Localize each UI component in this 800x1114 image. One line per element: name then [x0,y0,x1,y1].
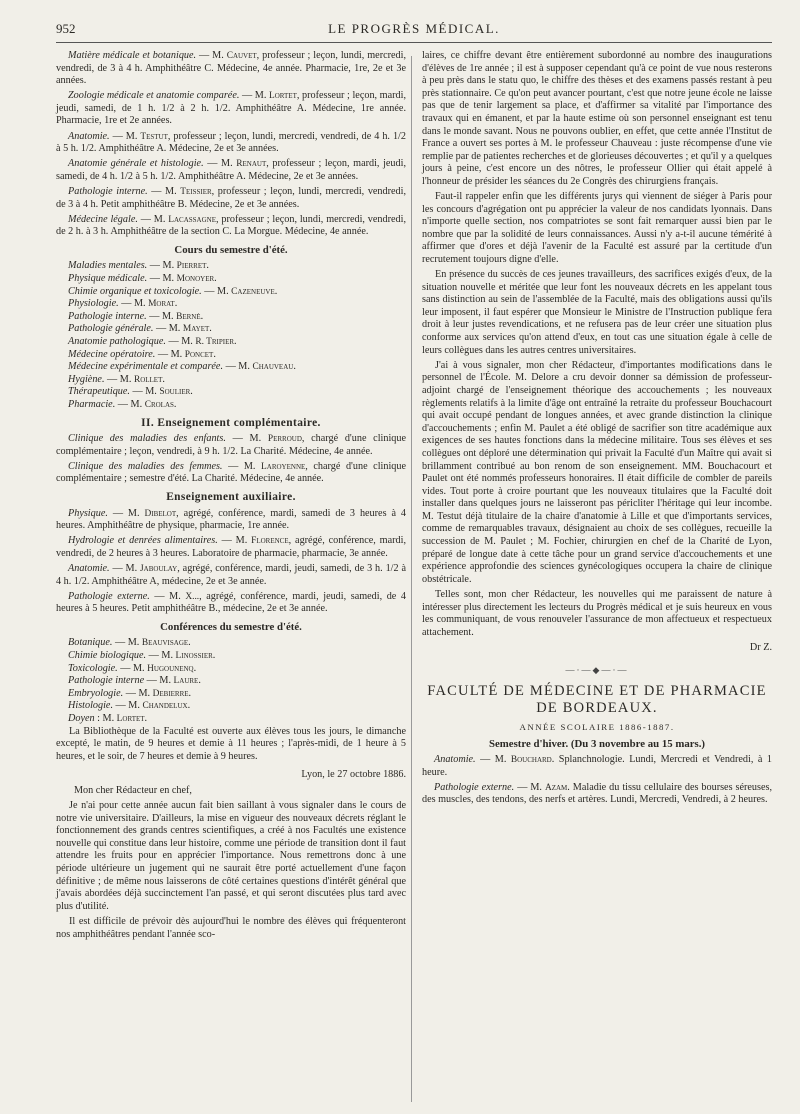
library-hours: La Bibliothèque de la Faculté est ouverte aux élèves tous les jours, le dimanche excepté, le matin, de 9 heures et demie à 11 heures ; l'après-midi, de 1 heure à 5 heures, et le soir, de 7 heures et demie à 9 heures. [56,725,406,762]
list-item: Médecine expérimentale et comparée. — M. Chauveau. [68,361,296,373]
letter-paragraph: laires, ce chiffre devant être entièrement subordonné au nombre des inaugurations d'élèves de 1re année ; il est à supposer cependant qu'à ce point de vue nous resterons à peu près dans le statu quo, le chiffre des thèses et des examens passés restant à peu près stationnaire. Ce qu'on peut avancer pourtant, c'est que notre jeune école ne laisse pas que de tenir largement sa place, et d'affirmer sa vitalité par l'importance des travaux qui en émanent, et par la haute estime où son personnel enseignant est tenu dans le monde savant. Nous ne pouvons oublier, en effet, que cette année l'Institut de France a ouvert ses portes à M. le professeur Chauveau : juste récompense d'une vie remplie par de patientes recherches et de glorieuses découvertes ; et qu'il y a quelques jours à peine, c'est encore un des nôtres, le professeur Ollier qui était appelé à l'honneur de présider les séances du 2e Congrès des chirurgiens français. [422,50,772,187]
list-item: Pathologie interne. — M. Bernė. [68,310,204,322]
list-item: Anatomie pathologique. — M. R. Tripier. [68,335,237,347]
summer-course-list [56,260,406,411]
bordeaux-course-list [422,754,772,807]
summer-courses-heading: Cours du semestre d'été. [174,243,288,256]
course-entry: Anatomie générale et histologie. — M. Renaut, professeur ; leçon, mardi, jeudi, samedi, de 4 h. 1/2 à 5 h. 1/2. Amphithéâtre A. Médecine, 2e et 3e années. [56,158,406,182]
journal-title: LE PROGRÈS MÉDICAL. [328,21,500,36]
course-entry: Pathologie interne. — M. Teissier, professeur ; leçon, lundi, mercredi, vendredi, de 3 à 4 h. Petit amphithéâtre B. Médecine, 2e et 3e années. [56,185,407,210]
letter-paragraph: J'ai à vous signaler, mon cher Rédacteur, d'importantes modifications dans le personnel de l'École. M. Delore a cru devoir donner sa démission de professeur-adjoint chargé de l'enseignement théorique des accouchements ; les nouveaux règlements relatifs à la limite d'âge ont entraîné la retraite du professeur Bouchacourt qui avait occupé pendant de longues années, et avec grande distinction la clinique d'accouchements ; enfin M. Paulet a été obligé de sacrifier son titre académique aux exigences de ses hautes fonctions dans la médecine militaire. Tous ses élèves et ses collègues ont déploré une détermination qui privait la Faculté d'un Maître qui avait si brillamment contribué au bon renom de son enseignement. MM. Bouchacourt et Paulet ont été nommés professeurs honoraires. Il était difficile de combler de pareils vides. Tout porte à croire pourtant que les nouveaux titulaires que la Faculté doit installer dans quelques jours ne laisseront pas péricliter l'héritage qui leur incombe. M. Testut déjà titulaire de la chaire d'anatomie à Lille et que d'importants services, comme de remarquables travaux, désignaient au choix de ses collègues, recueille la succession de M. Paulet ; M. Fochier, chirurgien en chef de la Charité de Lyon, préparé de longue date à cette tâche pour un grand service d'accouchements et une expérience approfondie des sciences gynécologiques occupera la chaire de clinique obstétricale. [422,359,772,585]
list-item: Toxicologie. — M. Hugounenq. [68,662,197,674]
page-header [56,18,772,40]
left-column [56,50,406,944]
list-item: Hygiène. — M. Rollet. [68,373,165,385]
winter-course-list [56,50,406,239]
letter-date: Lyon, le 27 octobre 1886. [301,769,406,781]
letter-paragraph: Telles sont, mon cher Rédacteur, les nouvelles qui me paraissent de nature à intéresser plus directement les lecteurs du Progrès médical et je suis heureux en vous les communiquant, de vous renouveler l'assurance de mon affectueux et respectueux attachement. [422,588,772,638]
header-rule [56,42,772,43]
course-entry: Anatomie. — M. Jaboulay, agrégé, conférence, mardi, jeudi, samedi, de 3 h. 1/2 à 4 h. 1/2. Amphithéâtre A, médecine, 2e et 3e année. [56,562,406,587]
list-item: Pathologie interne — M. Laure. [68,675,201,687]
summer-conferences-heading: Conférences du semestre d'été. [160,620,302,633]
course-entry: Anatomie. — M. Bouchard. Splanchnologie. Lundi, Mercredi et Vendredi, à 1 heure. [422,754,772,778]
course-entry: Zoologie médicale et anatomie comparée. — M. Lortet, professeur ; leçon, mardi, jeudi, samedi, de 1 h. 1/2 à 2 h. 1/2. Amphithéâtre A. Médecine, 1re année. Pharmacie, 1re et 2e années. [56,90,406,127]
list-item: Chimie organique et toxicologie. — M. Cazeneuve. [68,285,278,297]
letter-paragraph: Il est difficile de prévoir dès aujourd'hui le nombre des élèves qui fréquenteront nos amphithéâtres pendant l'année sco- [56,915,406,940]
semester-heading: Semestre d'hiver. (Du 3 novembre au 15 mars.) [488,737,706,750]
complementary-heading: II. Enseignement complémentaire. [141,416,321,429]
letter-paragraph: Faut-il rappeler enfin que les différents jurys qui viennent de siéger à Paris pour les concours d'agrégation ont pu apprécier la valeur de nos candidats lyonnais. Dans n'importe quelle section, nos compatriotes se sont fait remarquer aussi bien par le nombre que par la solidité de leurs connaissances. Aussi n'y a-t-il aucune témérité à affirmer que d'ores et déjà l'avenir de la Faculté est assuré par la certitude d'un recrutement toujours digne d'elle. [422,191,772,265]
list-item: Thérapeutique. — M. Soulier. [68,386,193,398]
letter-salutation: Mon cher Rédacteur en chef, [74,784,192,796]
letter-paragraph: En présence du succès de ces jeunes travailleurs, des sacrifices exigés d'eux, de la situation nouvelle et méritée que leur font les nouveaux décrets en les appelant tous sans distinction au sein de l'assemblée de la Faculté, mais des obligations aussi qu'ils leur imposent, il faut espérer que Monsieur le Ministre de l'Instruction publique fera droit à leur justes revendications, et ne refusera pas de leur créer une situation plus conforme aux services qu'on attend d'eux, en tout cas une situation égale à celle de leurs collègues dans les autres centres universitaires. [422,269,772,356]
right-column [422,50,772,810]
course-entry: Clinique des maladies des femmes. — M. Laroyenne, chargé d'une clinique complémentaire ; semestre d'été. La Charité. Médecine, 4e année. [56,460,407,485]
letter-paragraph: Je n'ai pour cette année aucun fait bien saillant à vous signaler dans le cours de notre vie universitaire. D'ailleurs, la mise en vigueur des nouveaux décrets réglant le fonctionnement des grands centres scientifiques, a créé à nos Facultés une existence nouvelle qui constitue dans leur histoire, comme une période de transition dont il faut attendre les fruits pour en apprécier l'importance. Nous remettrons donc à une période ultérieure un jugement qui ne saurait être porté actuellement d'une façon définitive ; de même nous laisserons de côté certaines questions d'intérêt général que j'avais abordées déjà succinctement l'an passé, et qui seront discutées plus tard avec plus d'utilité. [56,800,406,912]
course-entry: Anatomie. — M. Testut, professeur ; leçon, lundi, mercredi, vendredi, de 4 h. 1/2 à 5 h. 1/2. Amphithéâtre A. Médecine, 2e et 3e années. [56,130,406,155]
complementary-list [56,433,406,486]
list-item: Physiologie. — M. Morat. [68,298,178,310]
list-item: Pharmacie. — M. Crolas. [68,398,177,410]
list-item: Embryologie. — M. Debierre. [68,687,192,699]
auxiliary-heading: Enseignement auxiliaire. [166,491,296,503]
list-item: Botanique. — M. Beauvisage. [68,637,191,649]
conference-list [56,637,406,725]
list-item: Chimie biologique. — M. Linossier. [68,650,216,662]
course-entry: Pathologie externe. — M. Azam. Maladie du tissu cellulaire des bourses séreuses, des muscles, des tendons, des nerfs et artères. Lundi, Mercredi, Vendredi, à 2 heures. [422,781,773,806]
page-number: 952 [56,21,76,36]
list-item: Maladies mentales. — M. Pierret. [68,260,209,272]
course-entry: Matière médicale et botanique. — M. Cauvet, professeur ; leçon, lundi, mercredi, vendredi, de 3 à 4 h. Amphithéâtre C. Médecine, 4e année. Pharmacie, 1re, 2e et 3e années. [56,50,406,87]
school-year: ANNÉE SCOLAIRE 1886-1887. [519,722,675,732]
ornament-divider: —·—◆—·— [565,665,629,676]
auxiliary-list [56,508,406,616]
list-item: Physique médicale. — M. Monoyer. [68,273,217,284]
course-entry: Pathologie externe. — M. X..., agrégé, conférence, mardi, jeudi, samedi, de 4 heures à 5 heures. Petit amphithéâtre B., médecine, 2e et 3e année. [56,590,406,615]
course-entry: Médecine légale. — M. Lacassagne, professeur ; leçon, lundi, mercredi, vendredi, de 2 h. à 3 h. Amphithéâtre de la section C. La Morgue. Médecine, 4e année. [56,213,406,238]
column-divider [411,56,412,1102]
course-entry: Hydrologie et denrées alimentaires. — M. Florence, agrégé, conférence, mardi, vendredi, de 2 heures à 3 heures. Laboratoire de pharmacie, pharmacie, 3e année. [56,535,406,559]
list-item: Médecine opératoire. — M. Poncet. [68,348,216,360]
list-item: Histologie. — M. Chandelux. [68,700,191,712]
dean-entry: Doyen : M. Lortet. [68,713,148,724]
letter-signature: Dr Z. [749,641,772,653]
faculty-title: FACULTÉ DE MÉDECINE ET DE PHARMACIE DE BORDEAUX. [427,683,767,716]
list-item: Pathologie générale. — M. Mayet. [68,323,212,335]
course-entry: Clinique des maladies des enfants. — M. Perroud, chargé d'une clinique complémentaire ; leçon, vendredi, à 9 h. 1/2. La Charité. Médecine, 4e année. [56,433,407,457]
course-entry: Physique. — M. Dibelot, agrégé, conférence, mardi, samedi de 3 heures à 4 heures. Amphithéâtre de physique, pharmacie, 1re année. [56,507,406,532]
